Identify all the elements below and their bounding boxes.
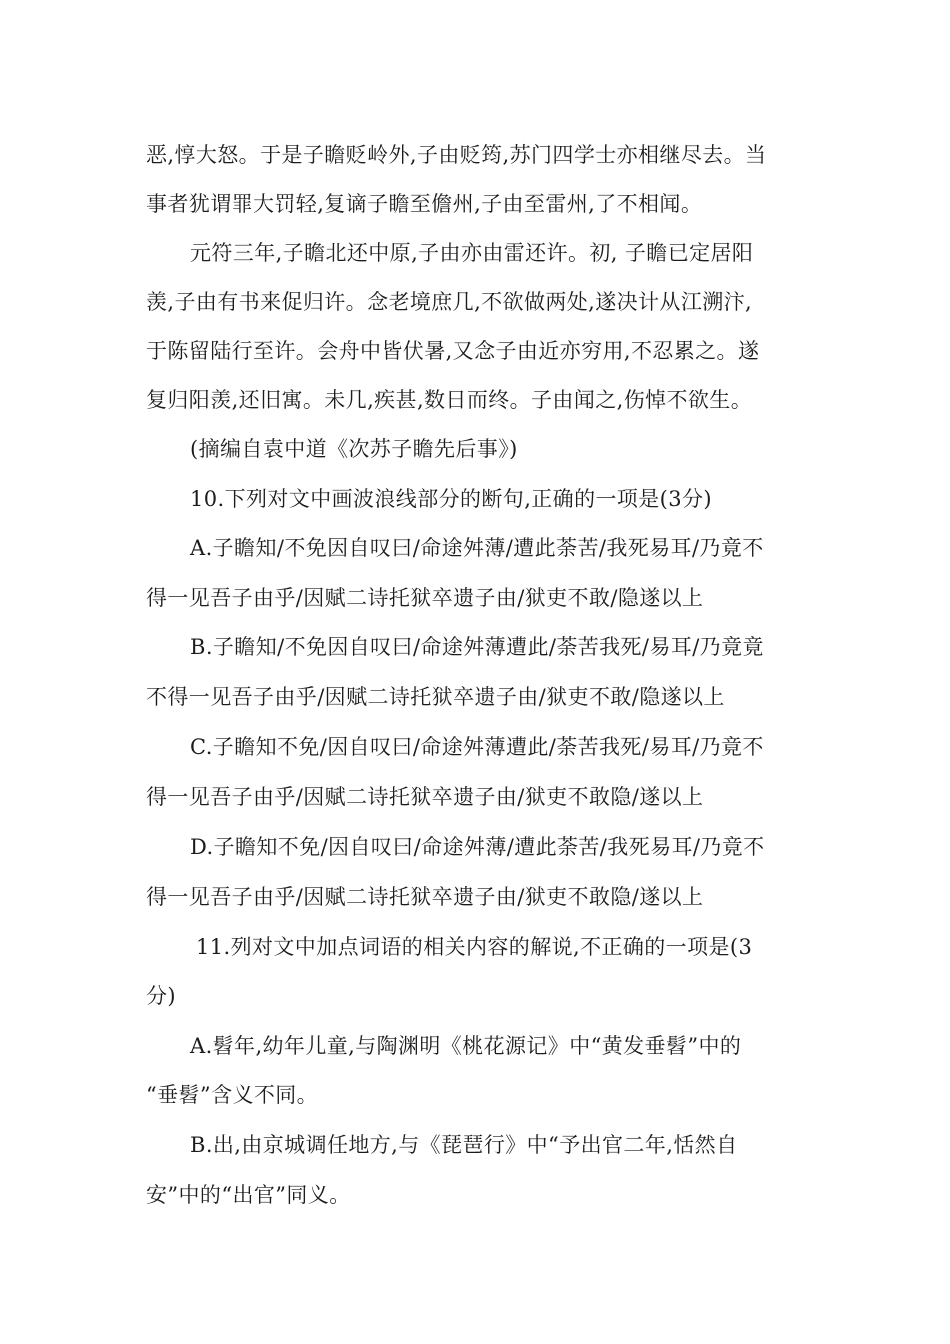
q10-option-a: A.子瞻知/不免因自叹曰/命途舛薄/遭此荼苦/我死易耳/乃竟不	[190, 536, 764, 560]
q11-option-b: B.出,由京城调任地方,与《琵琶行》中“予出官二年,恬然自	[190, 1133, 738, 1157]
q11-option-b-cont: 安”中的“出官”同义。	[146, 1183, 351, 1207]
q11-option-a-cont: “垂髫”含义不同。	[146, 1083, 319, 1107]
passage-line: 羡,子由有书来促归许。念老境庶几,不欲做两处,遂决计从江溯汴,	[146, 290, 753, 314]
q10-option-b: B.子瞻知/不免因自叹曰/命途舛薄遭此/荼苦我死/易耳/乃竟竟	[190, 635, 764, 659]
passage-line: 恶,惇大怒。于是子瞻贬岭外,子由贬筠,苏门四学士亦相继尽去。当	[146, 143, 767, 167]
question-10-stem: 10.下列对文中画波浪线部分的断句,正确的一项是(3分)	[190, 487, 713, 511]
passage-source: (摘编自袁中道《次苏子瞻先后事》)	[190, 437, 518, 461]
passage-line: 事者犹谓罪大罚轻,复谪子瞻至儋州,子由至雷州,了不相闻。	[146, 192, 703, 216]
passage-line: 元符三年,子瞻北还中原,子由亦由雷还许。初, 子瞻已定居阳	[190, 241, 754, 265]
passage-line: 复归阳羡,还旧寓。未几,疾甚,数日而终。子由闻之,伤悼不欲生。	[146, 388, 753, 412]
question-11-stem: 11.列对文中加点词语的相关内容的解说,不正确的一项是(3	[196, 935, 753, 959]
q10-option-d: D.子瞻知不免/因自叹曰/命途舛薄/遭此荼苦/我死易耳/乃竟不	[190, 835, 765, 859]
q10-option-c-cont: 得一见吾子由乎/因赋二诗托狱卒遗子由/狱吏不敢隐/遂以上	[146, 785, 704, 809]
passage-line: 于陈留陆行至许。会舟中皆伏暑,又念子由近亦穷用,不忍累之。遂	[146, 339, 760, 363]
q10-option-c: C.子瞻知不免/因自叹曰/命途舛薄遭此/荼苦我死/易耳/乃竟不	[190, 735, 764, 759]
q11-option-a: A.髫年,幼年儿童,与陶渊明《桃花源记》中“黄发垂髫”中的	[190, 1034, 742, 1058]
q10-option-a-cont: 得一见吾子由乎/因赋二诗托狱卒遗子由/狱吏不敢/隐遂以上	[146, 586, 704, 610]
q10-option-d-cont: 得一见吾子由乎/因赋二诗托狱卒遗子由/狱吏不敢隐/遂以上	[146, 885, 704, 909]
q10-option-b-cont: 不得一见吾子由乎/因赋二诗托狱卒遗子由/狱吏不敢/隐遂以上	[146, 685, 725, 709]
question-11-stem-cont: 分)	[146, 984, 176, 1008]
